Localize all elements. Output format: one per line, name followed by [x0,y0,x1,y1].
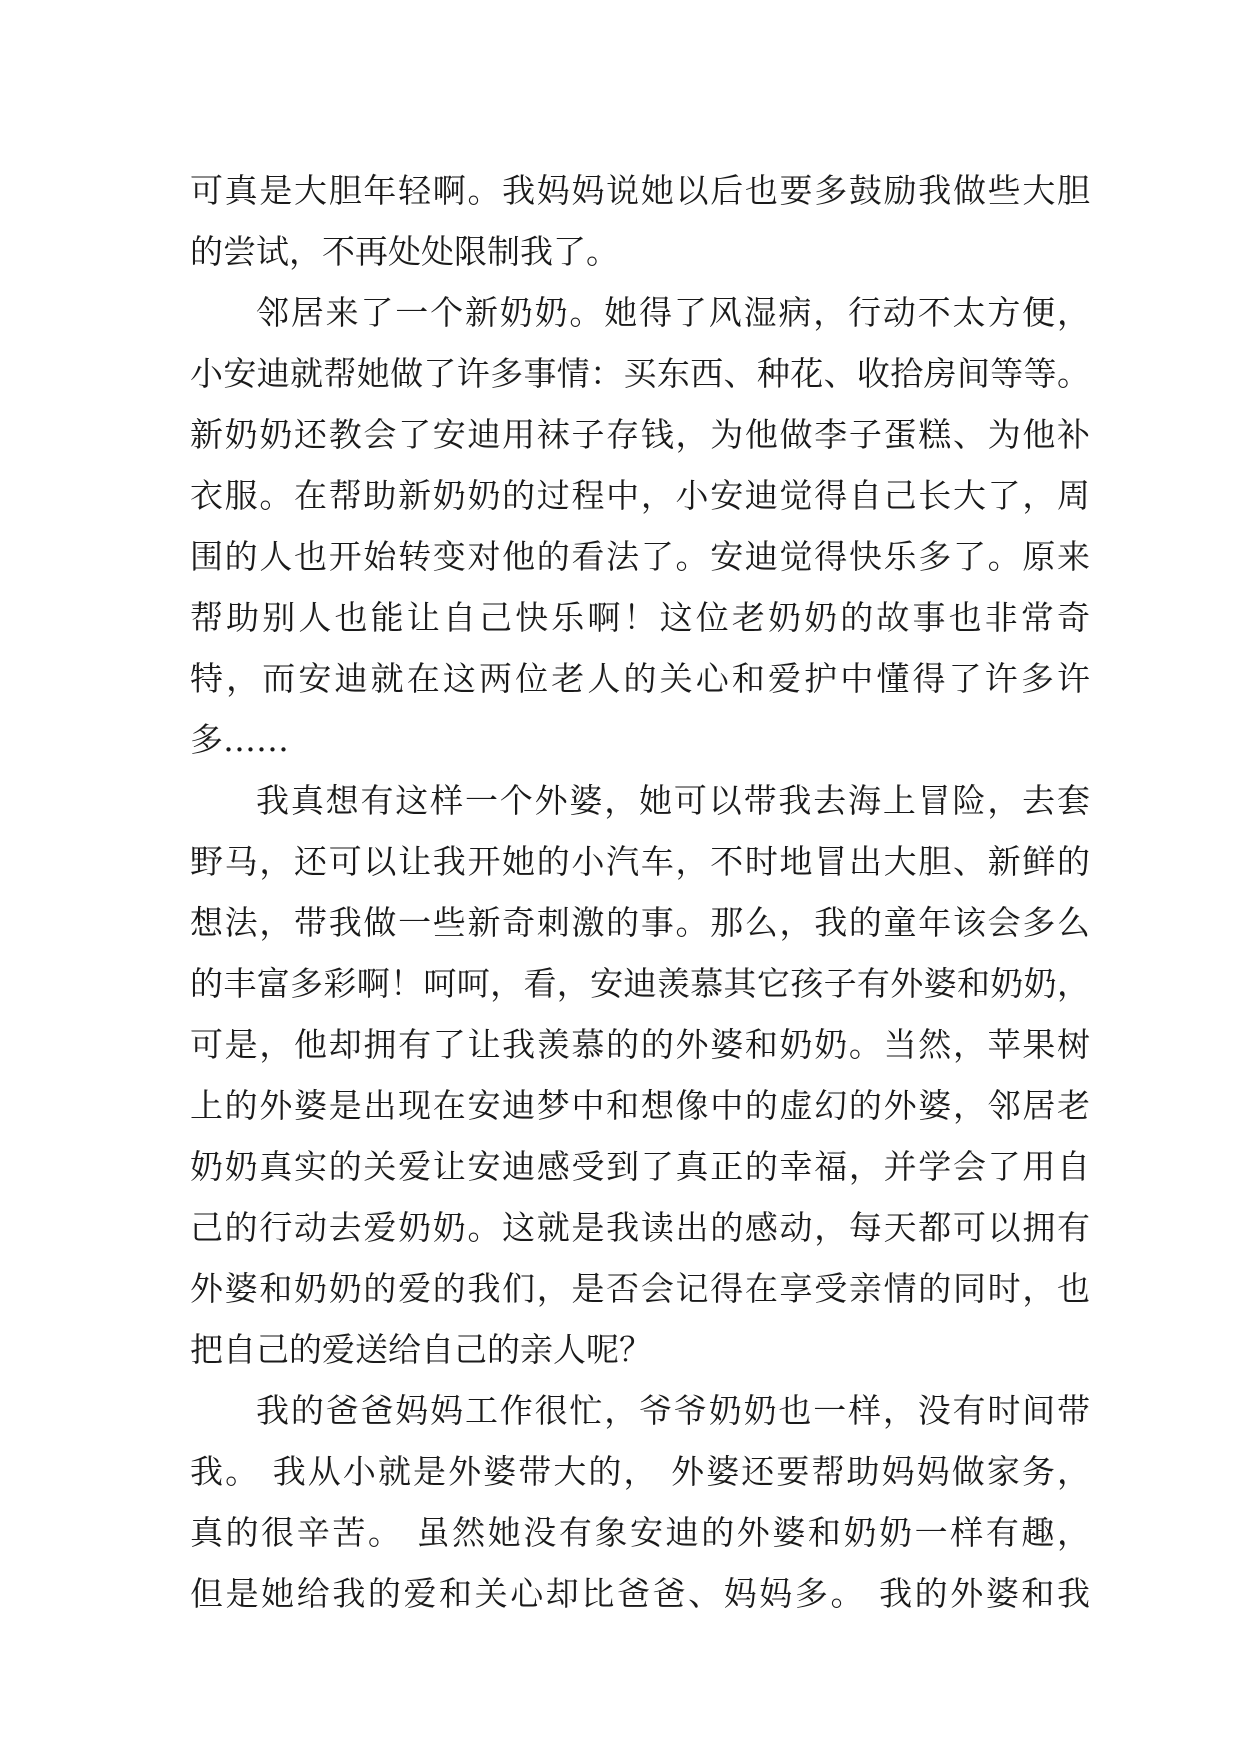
text-line: 我的爸爸妈妈工作很忙，爷爷奶奶也一样，没有时间带 [256,1391,1090,1430]
text-line: 但是她给我的爱和关心却比爸爸、妈妈多。 我的外婆和我 [190,1574,1090,1613]
text-line: 邻居来了一个新奶奶。她得了风湿病，行动不太方便， [256,293,1090,332]
text-line: 上的外婆是出现在安迪梦中和想像中的虚幻的外婆，邻居老 [190,1086,1090,1125]
text-line: 想法，带我做一些新奇刺激的事。那么，我的童年该会多么 [190,903,1090,942]
text-line: 可是，他却拥有了让我羡慕的的外婆和奶奶。当然，苹果树 [190,1025,1090,1064]
text-line: 外婆和奶奶的爱的我们，是否会记得在享受亲情的同时，也 [190,1269,1090,1308]
text-line: 把自己的爱送给自己的亲人呢？ [190,1330,652,1369]
text-line: 帮助别人也能让自己快乐啊！这位老奶奶的故事也非常奇 [190,598,1090,637]
document-body [190,160,1090,1624]
text-line: 奶奶真实的关爱让安迪感受到了真正的幸福，并学会了用自 [190,1147,1090,1186]
text-line: 的丰富多彩啊！呵呵，看，安迪羡慕其它孩子有外婆和奶奶， [190,964,1090,1003]
text-line: 多…… [190,720,289,759]
text-line: 可真是大胆年轻啊。我妈妈说她以后也要多鼓励我做些大胆 [190,171,1090,210]
text-line: 围的人也开始转变对他的看法了。安迪觉得快乐多了。原来 [190,537,1090,576]
text-line: 我。 我从小就是外婆带大的， 外婆还要帮助妈妈做家务， [190,1452,1090,1491]
text-line: 我真想有这样一个外婆，她可以带我去海上冒险，去套 [256,781,1090,820]
text-line: 特，而安迪就在这两位老人的关心和爱护中懂得了许多许 [190,659,1090,698]
text-line: 的尝试，不再处处限制我了。 [190,232,619,271]
text-line: 真的很辛苦。 虽然她没有象安迪的外婆和奶奶一样有趣， [190,1513,1090,1552]
text-line: 新奶奶还教会了安迪用袜子存钱，为他做李子蛋糕、为他补 [190,415,1090,454]
text-line: 衣服。在帮助新奶奶的过程中，小安迪觉得自己长大了，周 [190,476,1090,515]
text-line: 野马，还可以让我开她的小汽车，不时地冒出大胆、新鲜的 [190,842,1090,881]
text-line: 小安迪就帮她做了许多事情：买东西、种花、收拾房间等等。 [190,354,1090,393]
text-line: 己的行动去爱奶奶。这就是我读出的感动，每天都可以拥有 [190,1208,1090,1247]
